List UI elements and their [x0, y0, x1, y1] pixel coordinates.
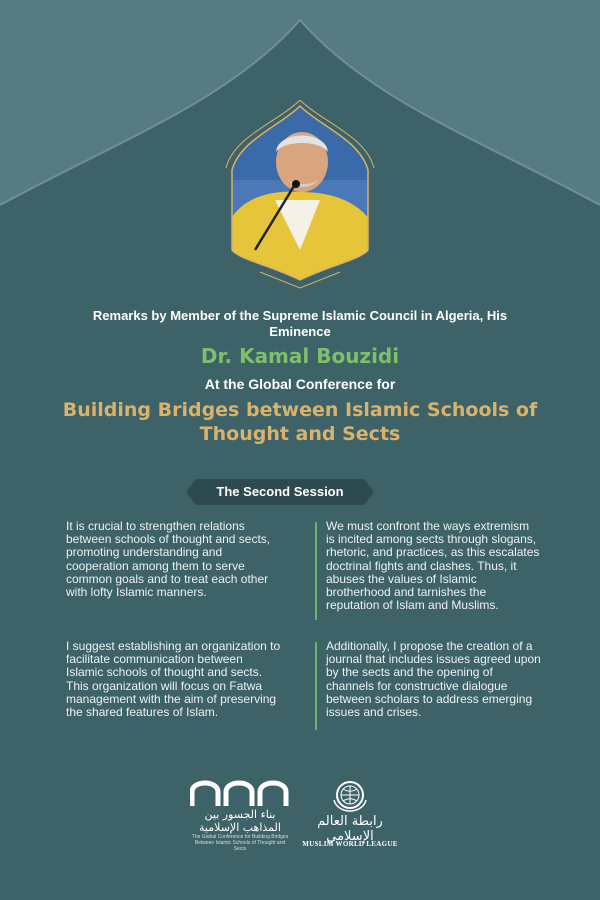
conference-title: Building Bridges between Islamic Schools of Thought and Sects — [62, 399, 538, 445]
session-label: The Second Session — [216, 484, 344, 499]
paragraph-left-2: I suggest establishing an organization to facilitate communication between Islamic schools of thought and sects. This organization will focus on Fatwa management with the aim of preserving the shared features of Islam. — [66, 639, 281, 720]
mwl-logo-english: MUSLIM WORLD LEAGUE — [302, 840, 398, 848]
column-divider — [315, 522, 317, 620]
speaker-photo — [220, 100, 380, 290]
column-divider — [315, 642, 317, 730]
conference-logo-english: The Global Conference for Building Bridges Between Islamic Schools of Thought and Sects — [191, 834, 289, 852]
paragraph-right-2: Additionally, I propose the creation of a journal that includes issues agreed upon by the sects and the opening of channels for constructive dialogue between scholars to address emerging issues and crises. — [326, 639, 541, 720]
conference-logo-arabic: بناء الجسور بين المذاهب الإسلامية — [199, 808, 281, 834]
paragraph-left-1: It is crucial to strengthen relations between schools of thought and sects, promoting understanding and cooperation among them to serve common goals and to treat each other with lofty Islamic manners. — [66, 519, 271, 600]
paragraph-right-1: We must confront the ways extremism is incited among sects through slogans, rhetoric, and practices, as this escalates doctrinal fights and clashes. Thus, it abuses the values of Islamic brotherhood and tarnishes the reputation of Islam and Muslims. — [326, 519, 540, 613]
conference-logo — [190, 776, 290, 852]
intro-text: Remarks by Member of the Supreme Islamic Council in Algeria, His Eminence — [92, 308, 508, 339]
arches-icon — [190, 776, 290, 806]
conference-intro: At the Global Conference for — [204, 376, 396, 392]
globe-emblem-icon — [330, 778, 370, 812]
speaker-name: Dr. Kamal Bouzidi — [200, 344, 400, 368]
session-badge — [186, 479, 374, 505]
mwl-logo-arabic: رابطة العالم الإسلامي — [317, 814, 383, 844]
